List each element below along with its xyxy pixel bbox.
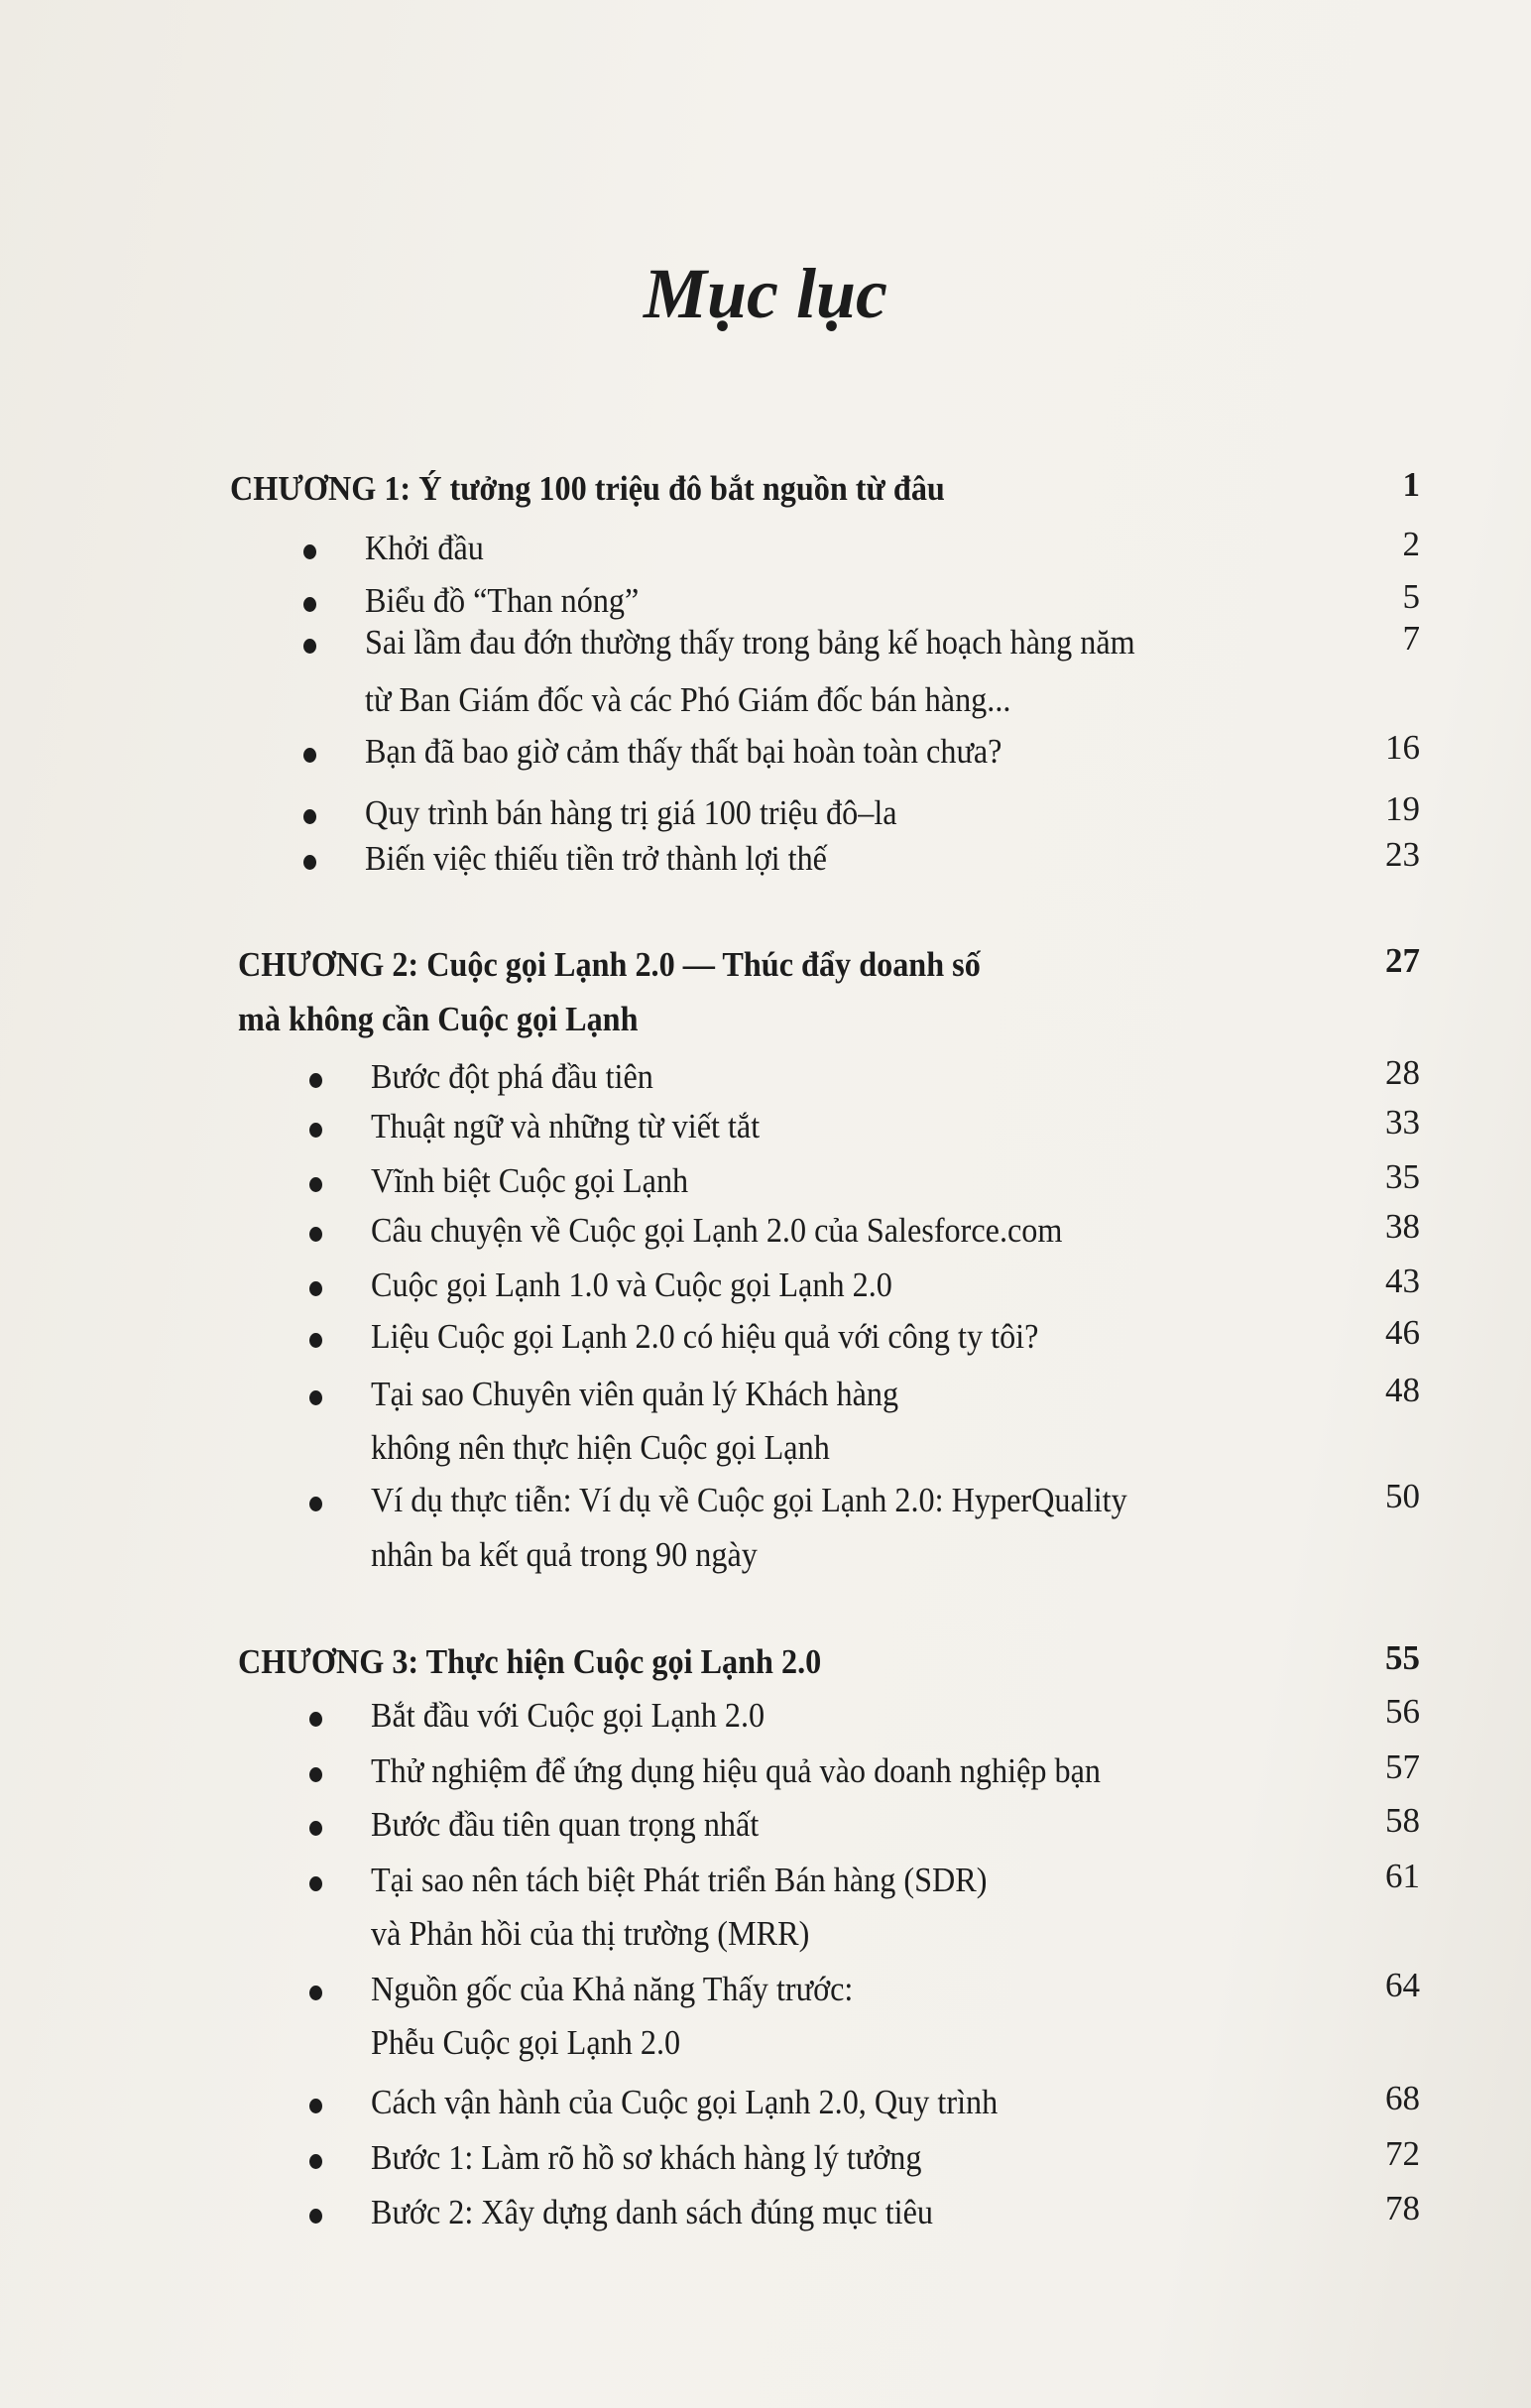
entry-page-number: 5 [1402, 577, 1420, 616]
page-title: Mục lục [643, 254, 888, 333]
bullet-icon [309, 2209, 322, 2224]
toc-entry[interactable]: Tại sao Chuyên viên quản lý Khách hàng [371, 1375, 899, 1413]
entry-page-number: 35 [1385, 1157, 1420, 1196]
toc-entry[interactable]: Thuật ngữ và những từ viết tắt [371, 1107, 761, 1145]
bullet-icon [303, 597, 316, 612]
toc-entry[interactable]: Bước đột phá đầu tiên [371, 1057, 653, 1096]
toc-entry[interactable]: Khởi đầu [365, 529, 484, 567]
chapter-heading[interactable]: CHƯƠNG 1: Ý tưởng 100 triệu đô bắt nguồn từ đâu [230, 469, 945, 508]
toc-entry[interactable]: từ Ban Giám đốc và các Phó Giám đốc bán hàng... [365, 680, 1011, 719]
bullet-icon [309, 1986, 322, 2000]
entry-page-number: 64 [1385, 1966, 1420, 2004]
bullet-icon [309, 1821, 322, 1836]
bullet-icon [309, 2154, 322, 2169]
entry-page-number: 72 [1385, 2134, 1420, 2173]
toc-entry[interactable]: Sai lầm đau đớn thường thấy trong bảng kế hoạch hàng năm [365, 623, 1135, 662]
toc-entry[interactable]: Bước 2: Xây dựng danh sách đúng mục tiêu [371, 2193, 934, 2231]
entry-page-number: 33 [1385, 1103, 1420, 1142]
bullet-icon [309, 1227, 322, 1242]
entry-page-number: 16 [1385, 728, 1420, 767]
chapter-heading[interactable]: CHƯƠNG 3: Thực hiện Cuộc gọi Lạnh 2.0 [238, 1642, 822, 1681]
entry-page-number: 50 [1385, 1477, 1420, 1515]
toc-entry[interactable]: Vĩnh biệt Cuộc gọi Lạnh [371, 1161, 689, 1200]
toc-entry[interactable]: Biến việc thiếu tiền trở thành lợi thế [365, 839, 827, 878]
entry-page-number: 61 [1385, 1857, 1420, 1895]
bullet-icon [309, 1123, 322, 1138]
entry-page-number: 48 [1385, 1371, 1420, 1409]
toc-entry[interactable]: Bạn đã bao giờ cảm thấy thất bại hoàn toàn chưa? [365, 732, 1002, 771]
toc-entry[interactable]: Cách vận hành của Cuộc gọi Lạnh 2.0, Quy trình [371, 2083, 999, 2121]
entry-page-number: 38 [1385, 1207, 1420, 1246]
entry-page-number: 78 [1385, 2189, 1420, 2227]
chapter-page-number: 55 [1385, 1638, 1420, 1677]
bullet-icon [309, 1712, 322, 1727]
chapter-page-number: 1 [1402, 465, 1420, 504]
toc-entry[interactable]: Thử nghiệm để ứng dụng hiệu quả vào doanh nghiệp bạn [371, 1751, 1101, 1790]
bullet-icon [309, 1281, 322, 1296]
toc-entry[interactable]: Nguồn gốc của Khả năng Thấy trước: [371, 1970, 854, 2008]
toc-entry[interactable]: Bắt đầu với Cuộc gọi Lạnh 2.0 [371, 1696, 766, 1735]
bullet-icon [309, 1767, 322, 1782]
bullet-icon [309, 2099, 322, 2113]
entry-page-number: 19 [1385, 789, 1420, 828]
bullet-icon [303, 639, 316, 654]
bullet-icon [303, 544, 316, 559]
bullet-icon [309, 1177, 322, 1192]
toc-entry[interactable]: Bước 1: Làm rõ hồ sơ khách hàng lý tưởng [371, 2138, 922, 2177]
toc-entry[interactable]: Biểu đồ “Than nóng” [365, 581, 640, 620]
chapter-heading[interactable]: CHƯƠNG 2: Cuộc gọi Lạnh 2.0 — Thúc đẩy doanh số [238, 945, 981, 984]
toc-entry[interactable]: nhân ba kết quả trong 90 ngày [371, 1535, 758, 1574]
bullet-icon [303, 855, 316, 870]
toc-entry[interactable]: Cuộc gọi Lạnh 1.0 và Cuộc gọi Lạnh 2.0 [371, 1265, 892, 1304]
toc-entry[interactable]: Quy trình bán hàng trị giá 100 triệu đô–la [365, 793, 897, 832]
toc-entry[interactable]: không nên thực hiện Cuộc gọi Lạnh [371, 1428, 830, 1467]
chapter-heading[interactable]: mà không cần Cuộc gọi Lạnh [238, 1000, 639, 1038]
entry-page-number: 46 [1385, 1313, 1420, 1352]
entry-page-number: 7 [1402, 619, 1420, 658]
entry-page-number: 43 [1385, 1262, 1420, 1300]
entry-page-number: 68 [1385, 2079, 1420, 2117]
bullet-icon [309, 1073, 322, 1088]
toc-entry[interactable]: Tại sao nên tách biệt Phát triển Bán hàng (SDR) [371, 1861, 988, 1899]
bullet-icon [309, 1497, 322, 1511]
entry-page-number: 56 [1385, 1692, 1420, 1731]
bullet-icon [309, 1876, 322, 1891]
toc-entry[interactable]: Liệu Cuộc gọi Lạnh 2.0 có hiệu quả với công ty tôi? [371, 1317, 1039, 1356]
bullet-icon [309, 1333, 322, 1348]
entry-page-number: 28 [1385, 1053, 1420, 1092]
entry-page-number: 58 [1385, 1801, 1420, 1840]
toc-entry[interactable]: và Phản hồi của thị trường (MRR) [371, 1914, 810, 1953]
entry-page-number: 23 [1385, 835, 1420, 874]
toc-entry[interactable]: Câu chuyện về Cuộc gọi Lạnh 2.0 của Salesforce.com [371, 1211, 1063, 1250]
chapter-page-number: 27 [1385, 941, 1420, 980]
toc-entry[interactable]: Bước đầu tiên quan trọng nhất [371, 1805, 760, 1844]
bullet-icon [303, 748, 316, 763]
bullet-icon [303, 809, 316, 824]
bullet-icon [309, 1390, 322, 1405]
entry-page-number: 57 [1385, 1747, 1420, 1786]
entry-page-number: 2 [1402, 525, 1420, 563]
toc-entry[interactable]: Ví dụ thực tiễn: Ví dụ về Cuộc gọi Lạnh 2.0: HyperQuality [371, 1481, 1127, 1519]
toc-entry[interactable]: Phễu Cuộc gọi Lạnh 2.0 [371, 2023, 681, 2062]
